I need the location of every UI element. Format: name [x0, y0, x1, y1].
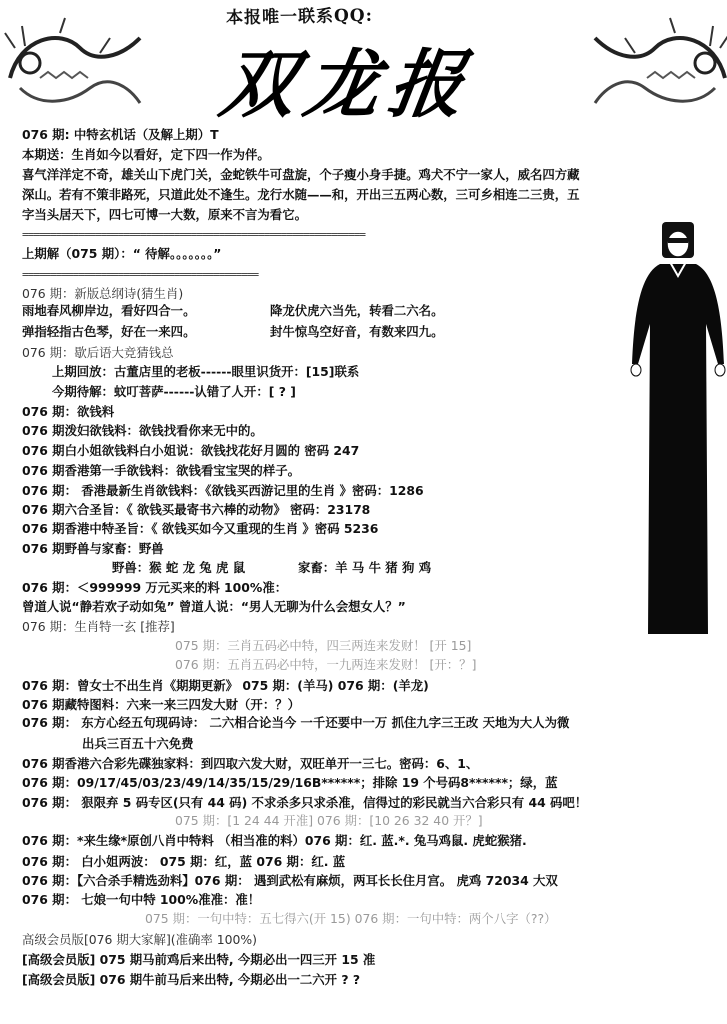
faint-line: 075 期：三肖五码必中特，四三两连来发财！ [开 15] — [175, 638, 472, 653]
section-header: 076 期：生肖特一玄 [推荐] — [22, 619, 175, 634]
poem-line: 降龙伏虎六当先，转看二六名。 — [270, 303, 444, 318]
text-line: 字当头居天下，四七可博一大数，原来不言为看它。 — [22, 207, 307, 222]
contact-line: 本报唯一联系QQ: — [225, 5, 374, 29]
dragon-right-icon — [585, 8, 727, 128]
text-line: 076 期香港中特圣旨：《 欲钱买如今又重现的生肖 》密码 5236 — [22, 521, 379, 536]
text-line: 076 期：欲钱料 — [22, 404, 115, 419]
poem-line: 雨地春风柳岸边，看好四合一。 — [22, 303, 196, 318]
section-header: 高级会员版[076 期大家解](准确率 100%) — [22, 932, 257, 947]
poem-line: 封牛惊鸟空好音，有数来四九。 — [270, 324, 444, 339]
masthead — [0, 0, 727, 128]
text-line: 076 期藏特图料：六来一来三四发大财（开：？） — [22, 697, 300, 712]
robed-figure-icon — [630, 214, 726, 634]
text-line: 家畜：羊 马 牛 猪 狗 鸡 — [298, 560, 432, 575]
section-header: 076 期：歇后语大竞猜钱总 — [22, 345, 174, 360]
text-line: 今期待解：蚊叮菩萨------认错了人开：[ ? ] — [52, 384, 296, 399]
text-line: 上期解（075 期）：“ 待解。。。。。。。” — [22, 246, 222, 261]
text-line: 076 期：*来生缘*原创八肖中特料 （相当准的料）076 期：红. 蓝.*. 兔马鸡鼠. 虎蛇猴猪. — [22, 833, 527, 848]
newspaper-title: 双龙报 — [215, 42, 480, 128]
text-line: 076 期： 东方心经五句现码诗： 二六相合论当今 一千还要中一万 抓住九字三王改 天地为大人为微 — [22, 715, 570, 730]
text-line: 喜气洋洋定不奇，雄关山下虎门关，金蛇铁牛可盘旋，个子瘦小身手捷。鸡犬不宁一家人，威名四方藏 — [22, 167, 580, 182]
text-line: 076 期六合圣旨：《 欲钱买最寄书六棒的动物》 密码：23178 — [22, 502, 371, 517]
text-line: 076 期香港六合彩先碟独家料：到四取六发大财，双旺单开一三七。密码：6、1、 — [22, 756, 479, 771]
text-line: 本期送：生肖如今以看好，定下四一作为伴。 — [22, 147, 270, 162]
text-line: 076 期： 香港最新生肖欲钱料：《欲钱买西游记里的生肖 》密码：1286 — [22, 483, 424, 498]
text-line: 076 期香港第一手欲钱料：欲钱看宝宝哭的样子。 — [22, 463, 300, 478]
text-line: 076 期： 狠限弃 5 码专区(只有 44 码) 不求杀多只求杀准，信得过的彩民就当六合彩只有 44 码吧！ — [22, 795, 588, 810]
text-line: 出兵三百五十六免费 — [82, 736, 194, 751]
text-line: 上期回放：古董店里的老板------眼里识货开：[15]联系 — [52, 364, 360, 379]
text-line: 深山。若有不策非路死，只道此处不逢生。龙行水随——和，开出三五两心数，三可乡相连二三贵，五 — [22, 187, 580, 202]
faint-line: 075 期：[1 24 44 开准] 076 期：[10 26 32 40 开？] — [175, 813, 483, 828]
text-line: 076 期野兽与家畜：野兽 — [22, 541, 164, 556]
poem-line: 弹指轻指古色琴，好在一来四。 — [22, 324, 196, 339]
text-line: 076 期：＜999999 万元买来的料 100%准： — [22, 580, 288, 595]
section-header: 076 期：新版总纲诗(猜生肖) — [22, 286, 184, 301]
faint-line: 075 期：一句中特：五七得六(开 15) 076 期：一句中特：两个八字（??） — [145, 911, 557, 926]
divider: ============================================================= — [22, 228, 365, 241]
faint-line: 076 期：五肖五码必中特，一九两连来发财！ [开：？] — [175, 657, 477, 672]
divider: ========================================== — [22, 268, 259, 281]
text-line: 076 期：曾女士不出生肖《期期更新》 075 期：(羊马) 076 期：(羊龙) — [22, 678, 429, 693]
text-line: 曾道人说“静若欢子动如兔” 曾道人说：“男人无聊为什么会想女人？” — [22, 599, 406, 614]
section-header: 076 期: 中特玄机话（及解上期）T — [22, 127, 219, 142]
text-line: [高级会员版] 076 期牛前马后来出特, 今期必出一二六开 ? ? — [22, 972, 361, 987]
text-line: [高级会员版] 075 期马前鸡后来出特, 今期必出一四三开 15 准 — [22, 952, 376, 967]
text-line: 076 期：【六合杀手精选劲料】076 期： 遇到武松有麻烦，两耳长长住月宫。 虎鸡 72034 大双 — [22, 873, 558, 888]
text-line: 076 期： 白小姐两波： 075 期：红，蓝 076 期：红. 蓝 — [22, 854, 346, 869]
text-line: 野兽：猴 蛇 龙 兔 虎 鼠 — [112, 560, 246, 575]
text-line: 076 期白小姐欲钱料白小姐说：欲钱找花好月圆的 密码 247 — [22, 443, 360, 458]
dragon-left-icon — [0, 8, 150, 128]
text-line: 076 期：09/17/45/03/23/49/14/35/15/29/16B******；排除 19 个号码8******；绿，蓝 — [22, 775, 558, 790]
text-line: 076 期： 七娘一句中特 100%准准：准！ — [22, 892, 261, 907]
text-line: 076 期泼妇欲钱料：欲钱找看你来无中的。 — [22, 423, 263, 438]
